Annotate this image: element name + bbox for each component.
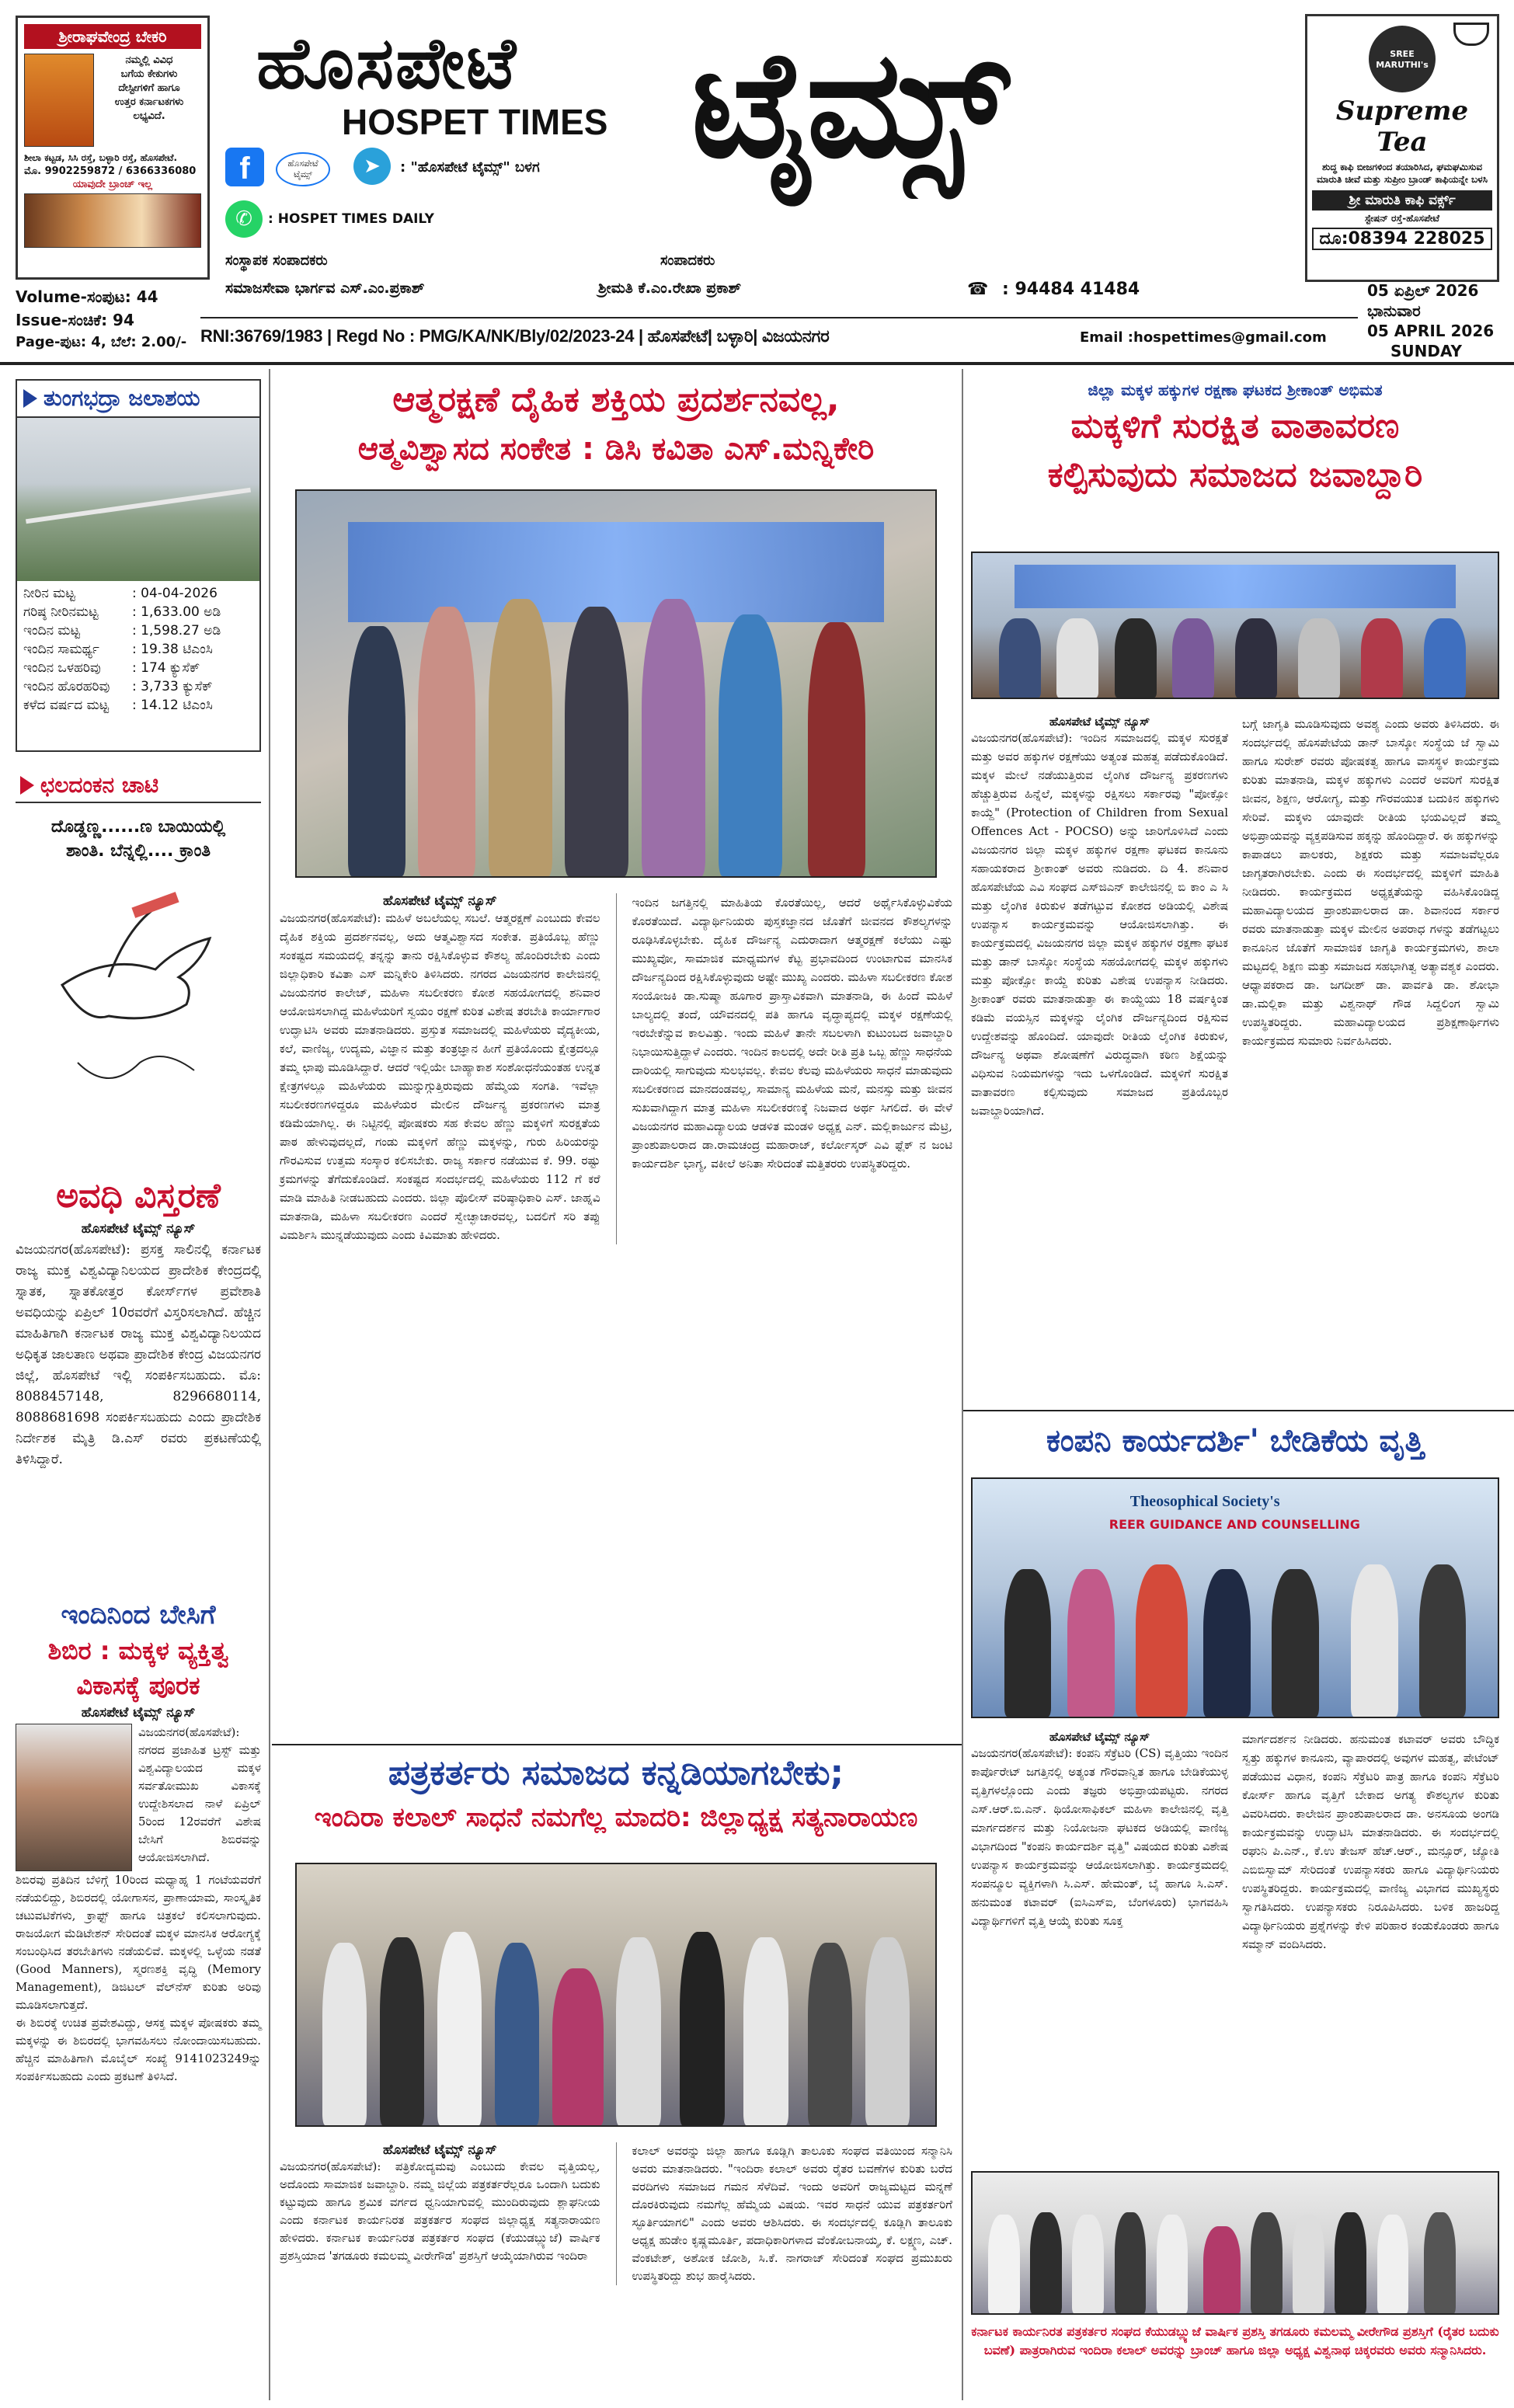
phone-number: : 94484 41484 bbox=[1002, 280, 1140, 299]
issue: Issue-ಸಂಚಿಕೆ: 94 bbox=[16, 311, 134, 329]
company-photo-sub: REER GUIDANCE AND COUNSELLING bbox=[1109, 1516, 1360, 1532]
dam-photo bbox=[17, 418, 259, 581]
company-photo-banner: Theosophical Society's bbox=[1129, 1493, 1280, 1511]
company-photo bbox=[971, 1477, 1499, 1718]
dam-row: ಇಂದಿನ ಮಟ್ಟ : 1,598.27 ಅಡಿ bbox=[23, 623, 221, 639]
journo-headline-2: ಇಂದಿರಾ ಕಲಾಲ್ ಸಾಧನೆ ನಮಗೆಲ್ಲ ಮಾದರಿ: ಜಿಲ್ಲಾಧ್ಯಕ್ಷ ಸತ್ಯನಾರಾಯಣ bbox=[314, 1801, 918, 1833]
whatsapp-label: : HOSPET TIMES DAILY bbox=[268, 211, 434, 227]
bakery-line: ದೇಸ್ಟೀಗಳಿಗೆ ಹಾಗೂ bbox=[118, 82, 180, 94]
bakery-line: ಉತ್ತರ ಕರ್ನಾಟಕಗಳು ಲಭ್ಯವಿದೆ. bbox=[114, 96, 184, 122]
bottom-photo bbox=[971, 2171, 1499, 2315]
date-kannada: 05 ಏಪ್ರಿಲ್ 2026 bbox=[1367, 281, 1479, 300]
article-dc bbox=[280, 380, 952, 1242]
cartoon-title bbox=[16, 769, 261, 803]
tea-cup-icon bbox=[1453, 23, 1489, 46]
journo-col-rule bbox=[616, 2142, 617, 2285]
bakery-ad bbox=[16, 16, 210, 280]
bakery-address: ಶೀಲಾ ಕಟ್ಟಡ, ಸಿಸಿ ರಸ್ತೆ, ಬಳ್ಳಾರಿ ರಸ್ತೆ, ಹೊಸಪೇಟೆ. bbox=[24, 152, 178, 163]
founder-editors-label: ಸಂಸ್ಥಾಪಕ ಸಂಪಾದಕರು bbox=[225, 252, 328, 269]
registration-line: RNI:36769/1983 | Regd No : PMG/KA/NK/Bly/02/2023-24 | ಹೊಸಪೇಟೆ| ಬಳ್ಳಾರಿ| ವಿಜಯನಗರ bbox=[200, 326, 830, 346]
date-english: 05 APRIL 2026 bbox=[1367, 322, 1495, 340]
summer-byline: ಹೊಸಪೇಟೆ ಟೈಮ್ಸ್ ನ್ಯೂಸ್ bbox=[81, 1704, 196, 1721]
founder-editors-names: ಸಮಾಜಸೇವಾ ಭಾರ್ಗವ ಎಸ್.ಎಂ.ಪ್ರಕಾಶ್ bbox=[225, 280, 425, 297]
summer-body-3: ಈ ಶಿಬಿರಕ್ಕೆ ಉಚಿತ ಪ್ರವೇಶವಿದ್ದು, ಆಸಕ್ತ ಮಕ್ಕಳ ಪೋಷಕರು ತಮ್ಮ ಮಕ್ಕಳನ್ನು ಈ ಶಿಬಿರದಲ್ಲಿ ಭಾಗವಹಿಸಲು ನೋಂದಾಯಿಸಬಹುದು. ಹೆಚ್ಚಿನ ಮಾಹಿತಿಗಾಗಿ ಮೊಬೈಲ್ ಸಂಖ್ಯೆ 9141023249ನ್ನು ಸಂಪರ್ಕಿಸಬಹುದು ಎಂದು ಪ್ರಕಟಣೆ ತಿಳಿಸಿದೆ. bbox=[16, 2015, 261, 2083]
tea-brand-top: SREE MARUTHI's bbox=[1376, 49, 1429, 70]
dc-col-2: ಇಂದಿನ ಜಗತ್ತಿನಲ್ಲಿ ಮಾಹಿತಿಯ ಕೊರತೆಯಿಲ್ಲ, ಆದರೆ ಅರ್ಥೈಸಿಕೊಳ್ಳುವಿಕೆಯ ಕೊರತೆಯಿದೆ. ವಿದ್ಯಾರ್ಥಿನಿಯರು ಪುಸ್ತಕಜ್ಞಾನದ ಜೊತೆಗೆ ಜೀವನದ ಕೌಶಲ್ಯಗಳನ್ನು ರೂಢಿಸಿಕೊಳ್ಳಬೇಕು. ದೈಹಿಕ ದೌರ್ಜನ್ಯ ಎದುರಾದಾಗ ಆತ್ಮರಕ್ಷಣೆ ಕಲೆಯು ಎಷ್ಟು ಮುಖ್ಯವೋ, ಸಾಮಾಜಿಕ ಮಾಧ್ಯಮಗಳ ಕೆಟ್ಟ ಪ್ರಭಾವದಿಂದ ಉಂಟಾಗುವ ಮಾನಸಿಕ ದೌರ್ಜನ್ಯದಿಂದ ರಕ್ಷಿಸಿಕೊಳ್ಳುವುದು ಅಷ್ಟೇ ಮುಖ್ಯ ಎಂದರು. ಮಹಿಳಾ ಸಬಲೀಕರಣ ಕೋಶ ಸಂಯೋಜಕಿ ಡಾ.ಸುಷ್ಮಾ ಹೂಗಾರ ಪ್ರಾಸ್ತಾವಿಕವಾಗಿ ಮಾತನಾಡಿ, ಈ ಹಿಂದೆ ಮಹಿಳೆ ಬಾಲ್ಯದಲ್ಲಿ ತಂದೆ, ಯೌವನದಲ್ಲಿ ಪತಿ ಹಾಗೂ ವೃದ್ಧಾಪ್ಯದಲ್ಲಿ ಮಕ್ಕಳ ರಕ್ಷಣೆಯಲ್ಲಿ ಇರಬೇಕೆನ್ನುವ ಕಾಲವಿತ್ತು. ಇಂದು ಮಹಿಳೆ ತಾನೇ ಸಬಲಳಾಗಿ ಕುಟುಂಬದ ಜವಾಬ್ದಾರಿ ನಿಭಾಯಿಸುತ್ತಿದ್ದಾಳೆ ಎಂದರು. ಇಂದಿನ ಕಾಲದಲ್ಲಿ ಅದೇ ರೀತಿ ಪ್ರತಿ ಒಬ್ಬ ಹೆಣ್ಣು ಸಾಧನೆಯ ದಾರಿಯಲ್ಲಿ ಸಾಗುವುದು ಸುಲಭವಲ್ಲ. ಕೇವಲ ಕೆಲವು ಮಹಿಳೆಯರು ಸಾಧನೆ ಮಾಡುವುದು ಸಬಲೀಕರಣದ ಮಾನದಂಡವಲ್ಲ, ಸಾಮಾನ್ಯ ಮಹಿಳೆಯ ಮನೆ, ಮನಸ್ಸು ಮತ್ತು ಜೀವನ ಸುಖವಾಗಿದ್ದಾಗ ಮಾತ್ರ ಮಹಿಳಾ ಸಬಲೀಕರಣಕ್ಕೆ ನಿಜವಾದ ಅರ್ಥ ಸಿಗಲಿದೆ. ಈ ವೇಳೆ ವಿಜಯನಗರ ಮಹಾವಿದ್ಯಾಲಯ ಆಡಳಿತ ಮಂಡಳಿ ಅಧ್ಯಕ್ಷ ಎನ್. ಮಲ್ಲಿಕಾರ್ಜುನ ಮೆಟ್ರಿ, ಪ್ರಾಂಶುಪಾಲರಾದ ಡಾ.ರಾಮಚಂದ್ರ ಮಹಾರಾಜ್, ಕರ್ಲೋಸ್ಕರ್ ಎವಿ ಫ್ಲೆಕ್ ನ ಜಂಟಿ ಕಾರ್ಯದರ್ಶಿ ಭಾಗ್ಯ, ವಕೀಲೆ ಅನಿತಾ ಸೇರಿದಂತೆ ಮತ್ತಿತರರು ಉಪಸ್ಥಿತರಿದ್ದರು. bbox=[632, 896, 952, 1171]
journo-col-1: ವಿಜಯನಗರ(ಹೊಸಪೇಟೆ): ಪತ್ರಿಕೋದ್ಯಮವು ಎಂಬುದು ಕೇವಲ ವೃತ್ತಿಯಲ್ಲ, ಅದೊಂದು ಸಾಮಾಜಿಕ ಜವಾಬ್ದಾರಿ. ನಮ್ಮ ಜಿಲ್ಲೆಯ ಪತ್ರಕರ್ತರೆಲ್ಲರೂ ಒಂದಾಗಿ ಬದುಕು ಕಟ್ಟುವುದು ಹಾಗೂ ಶ್ರಮಿಕ ವರ್ಗದ ಧ್ವನಿಯಾಗುವಲ್ಲಿ ಮುಂದಿರುವುದು ಶ್ಲಾಘನೀಯ ಎಂದು ಕರ್ನಾಟಕ ಕಾರ್ಯನಿರತ ಪತ್ರಕರ್ತರ ಸಂಘದ ಜಿಲ್ಲಾಧ್ಯಕ್ಷ ಸತ್ಯನಾರಾಯಣ ಹೇಳಿದರು. ಕರ್ನಾಟಕ ಕಾರ್ಯನಿರತ ಪತ್ರಕರ್ತರ ಸಂಘದ (ಕೆಯುಡಬ್ಲ್ಯುಜೆ) ವಾರ್ಷಿಕ ಪ್ರಶಸ್ತಿಯಾದ 'ತಗಡೂರು ಕಮಲಮ್ಮ ವೀರೇಗೌಡ' ಪ್ರಶಸ್ತಿಗೆ ಆಯ್ಕೆಯಾಗಿರುವ ಇಂದಿರಾ bbox=[280, 2159, 600, 2263]
deity-image bbox=[24, 54, 94, 147]
title-big: ಟೈಮ್ಸ್ bbox=[691, 19, 1006, 190]
title-kannada: ಹೊಸಪೇಟೆ bbox=[256, 22, 518, 105]
cartoon-text-2: ಶಾಂತಿ. ಬೆನ್ನಲ್ಲಿ.... ಕ್ರಾಂತಿ bbox=[65, 841, 211, 861]
sidebar-rule bbox=[269, 369, 270, 2400]
bottom-caption: ಕರ್ನಾಟಕ ಕಾರ್ಯನಿರತ ಪತ್ರಕರ್ತರ ಸಂಘದ ಕೆಯುಡಬ್ಲ್ಯುಜೆ ವಾರ್ಷಿಕ ಪ್ರಶಸ್ತಿ ತಗಡೂರು ಕಮಲಮ್ಮ ವೀರೇಗೌಡ ಪ್ರಶಸ್ತಿಗೆ (ರೈತರ ಬದುಕು ಬವಣೆ) ಪಾತ್ರರಾಗಿರುವ ಇಂದಿರಾ ಕಲಾಲ್ ಅವರನ್ನು ಬ್ರಾಂಚ್ ಹಾಗೂ ಜಿಲ್ಲಾ ಅಧ್ಯಕ್ಷ ವಿಶ್ವನಾಥ ಚಿಕ್ಕರವರು ಅವರು ಸನ್ಮಾನಿಸಿದರು. bbox=[971, 2324, 1499, 2358]
summer-headline-1: ಇಂದಿನಿಂದ ಬೇಸಿಗೆ bbox=[61, 1599, 216, 1630]
editor-label: ಸಂಪಾದಕರು bbox=[660, 252, 715, 269]
company-byline: ಹೊಸಪೇಟೆ ಟೈಮ್ಸ್ ನ್ಯೂಸ್ bbox=[1049, 1730, 1150, 1744]
journo-photo bbox=[295, 1863, 937, 2127]
children-col-1: ವಿಜಯನಗರ(ಹೊಸಪೇಟೆ): ಇಂದಿನ ಸಮಾಜದಲ್ಲಿ ಮಕ್ಕಳ ಸುರಕ್ಷತೆ ಮತ್ತು ಅವರ ಹಕ್ಕುಗಳ ರಕ್ಷಣೆಯು ಅತ್ಯಂತ ಮಹತ್ವ ಪಡೆದುಕೊಂಡಿದೆ. ಮಕ್ಕಳ ಮೇಲೆ ನಡೆಯುತ್ತಿರುವ ಲೈಂಗಿಕ ದೌರ್ಜನ್ಯ ಪ್ರಕರಣಗಳು ಹೆಚ್ಚುತ್ತಿರುವ ಹಿನ್ನೆಲೆ, ಮಕ್ಕಳನ್ನು ರಕ್ಷಿಸಲು ಸರ್ಕಾರವು "ಪೋಕ್ಸೋ ಕಾಯ್ದೆ" (Protection of Children from Sexual Offences Act - POCSO) ಅನ್ನು ಜಾರಿಗೊಳಿಸಿದೆ ಎಂದು ವಿಜಯನಗರ ಜಿಲ್ಲಾ ಮಕ್ಕಳ ಹಕ್ಕುಗಳ ರಕ್ಷಣಾ ಘಟಕದ ಕಾನೂನು ಸಹಾಯಕರಾದ ಶ್ರೀಕಾಂತ್ ಅವರು ನುಡಿದರು. ದಿ 4. ಶನಿವಾರ ಹೊಸಪೇಟೆಯ ಎವಿ ಸಂಘದ ಎಸ್‌ಜಿಎನ್ ಕಾಲೇಜಿನಲ್ಲಿ ಬಿ ಕಾಂ ಎ ಸಿ ಮತ್ತು ಲೈಂಗಿಕ ಕಿರುಕುಳ ತಡೆಗಟ್ಟುವ ಕೋಶದ ಅಡಿಯಲ್ಲಿ ವಿಶೇಷ ಉಪನ್ಯಾಸ ಕಾರ್ಯಕ್ರಮವನ್ನು ಆಯೋಜಿಸಲಾಗಿತ್ತು. ಈ ಕಾರ್ಯಕ್ರಮದಲ್ಲಿ ವಿಜಯನಗರ ಜಿಲ್ಲಾ ಮಕ್ಕಳ ಹಕ್ಕುಗಳ ರಕ್ಷಣಾ ಘಟಕ ಮತ್ತು ಡಾನ್ ಬಾಸ್ಕೋ ಸಂಸ್ಥೆಯ ಸಹಯೋಗದಲ್ಲಿ ಮಕ್ಕಳ ಹಕ್ಕುಗಳು ಮತ್ತು ಪೋಕ್ಸೋ ಕಾಯ್ದೆ ಕುರಿತು ವಿಶೇಷ ಉಪನ್ಯಾಸ ನೀಡಿದರು. ಶ್ರೀಕಾಂತ್ ರವರು ಮಾತನಾಡುತ್ತಾ ಈ ಕಾಯ್ದೆಯು 18 ವರ್ಷಕ್ಕಿಂತ ಕಡಿಮೆ ವಯಸ್ಸಿನ ಮಕ್ಕಳನ್ನು ಲೈಂಗಿಕ ದೌರ್ಜನ್ಯದಿಂದ ರಕ್ಷಿಸುವ ಉದ್ದೇಶವನ್ನು ಹೊಂದಿದೆ. ಯಾವುದೇ ರೀತಿಯ ಲೈಂಗಿಕ ಕಿರುಕುಳ, ದೌರ್ಜನ್ಯ ಅಥವಾ ಶೋಷಣೆಗೆ ವಿರುದ್ಧವಾಗಿ ಕಠಿಣ ಶಿಕ್ಷೆಯನ್ನು ವಿಧಿಸುವ ನಿಯಮಗಳನ್ನು ಇದು ಒಳಗೊಂಡಿದೆ. ಮಕ್ಕಳಿಗೆ ಸುರಕ್ಷಿತ ವಾತಾವರಣ ಕಲ್ಪಿಸುವುದು ಸಮಾಜದ ಪ್ರತಿಯೊಬ್ಬರ ಜವಾಬ್ದಾರಿಯಾಗಿದೆ. bbox=[971, 731, 1228, 1118]
tea-desc: ಶುದ್ಧ ಕಾಫಿ ಬೀಜಗಳಿಂದ ತಯಾರಿಸಿದ, ಘಮಘಮಿಸುವ ಮಾರುತಿ ಚೀವೆ ಮತ್ತು ಸುಪ್ರೀಂ ಬ್ರಾಂಡ್ ಕಾಫಿಯನ್ನೇ ಬಳಸಿ bbox=[1317, 162, 1488, 185]
tea-logo bbox=[1369, 26, 1436, 92]
pages: Page-ಪುಟ: 4, ಬೆಲೆ: 2.00/- bbox=[16, 334, 187, 350]
dam-title bbox=[17, 381, 259, 418]
right-divider bbox=[963, 1410, 1514, 1411]
day-kannada: ಭಾನುವಾರ bbox=[1367, 301, 1421, 320]
bakery-ad-title: ಶ್ರೀರಾಘವೇಂದ್ರ ಬೇಕರಿ bbox=[24, 24, 201, 49]
dam-row: ಇಂದಿನ ಒಳಹರಿವು : 174 ಕ್ಯುಸೆಕ್ bbox=[23, 660, 200, 676]
editor-name: ಶ್ರೀಮತಿ ಕೆ.ಎಂ.ರೇಖಾ ಪ್ರಕಾಶ್ bbox=[598, 280, 742, 297]
telegram-icon[interactable]: ➤ bbox=[353, 148, 391, 185]
dam-box bbox=[16, 379, 261, 752]
cartoon-title-text: ಛಲದಂಕನ ಚಾಟಿ bbox=[40, 772, 159, 798]
masthead bbox=[0, 0, 1514, 369]
telegram-label: : "ಹೊಸಪೇಟೆ ಟೈಮ್ಸ್" ಬಳಗ bbox=[400, 159, 540, 176]
dam-row: ನೀರಿನ ಮಟ್ಟ : 04-04-2026 bbox=[23, 586, 218, 601]
dc-photo bbox=[295, 489, 937, 878]
facebook-label: ಹೊಸಪೇಟೆ ಟೈಮ್ಸ್ bbox=[276, 152, 330, 186]
journo-byline: ಹೊಸಪೇಟೆ ಟೈಮ್ಸ್ ನ್ಯೂಸ್ bbox=[382, 2142, 497, 2158]
center-rule bbox=[962, 369, 963, 2400]
email[interactable]: Email :hospettimes@gmail.com bbox=[1080, 329, 1327, 346]
avadhi-body: ವಿಜಯನಗರ(ಹೊಸಪೇಟೆ): ಪ್ರಸಕ್ತ ಸಾಲಿನಲ್ಲಿ ಕರ್ನಾಟಕ ರಾಜ್ಯ ಮುಕ್ತ ವಿಶ್ವವಿದ್ಯಾನಿಲಯದ ಪ್ರಾದೇಶಿಕ ಕೇಂದ್ರದಲ್ಲಿ ಸ್ನಾತಕ, ಸ್ನಾತಕೋತ್ತರ ಕೋರ್ಸ್‌ಗಳ ಪ್ರವೇಶಾತಿ ಅವಧಿಯನ್ನು ಏಪ್ರಿಲ್ 10ರವರೆಗೆ ವಿಸ್ತರಿಸಲಾಗಿದೆ. ಹೆಚ್ಚಿನ ಮಾಹಿತಿಗಾಗಿ ಕರ್ನಾಟಕ ರಾಜ್ಯ ಮುಕ್ತ ವಿಶ್ವವಿದ್ಯಾನಿಲಯದ ಅಧಿಕೃತ ಜಾಲತಾಣ ಅಥವಾ ಪ್ರಾದೇಶಿಕ ಕೇಂದ್ರ ವಿಜಯನಗರ ಜಿಲ್ಲೆ, ಹೊಸಪೇಟೆ ಇಲ್ಲಿ ಸಂಪರ್ಕಿಸಬಹುದು. ಮೊ: 8088457148, 8296680114, 8088681698 ಸಂಪರ್ಕಿಸಬಹುದು ಎಂದು ಪ್ರಾದೇಶಿಕ ನಿರ್ದೇಶಕ ಮೈತ್ರಿ ಡಿ.ಎಸ್ ರವರು ಪ್ರಕಟಣೆಯಲ್ಲಿ ತಿಳಿಸಿದ್ದಾರೆ. bbox=[16, 1241, 261, 1467]
bakery-phone: ಮೊ. 9902259872 / 6366336080 bbox=[24, 165, 197, 177]
bakery-tagline: ಯಾವುದೇ ಬ್ರಾಂಚ್ ಇಲ್ಲ bbox=[72, 179, 153, 190]
children-headline-1: ಮಕ್ಕಳಿಗೆ ಸುರಕ್ಷಿತ ವಾತಾವರಣ bbox=[1070, 406, 1400, 446]
company-col-2: ಮಾರ್ಗದರ್ಶನ ನೀಡಿದರು. ಹನುಮಂತ ಕಟಾವರ್ ಅವರು ಬೌದ್ಧಿಕ ಸ್ವತ್ತು ಹಕ್ಕುಗಳ ಕಾನೂನು, ವ್ಯಾಪಾರದಲ್ಲಿ ಅವುಗಳ ಮಹತ್ವ, ಪೇಟೆಂಟ್ ಪಡೆಯುವ ವಿಧಾನ, ಕಂಪನಿ ಸೆಕ್ರೆಟರಿ ಪಾತ್ರ ಹಾಗೂ ಕಂಪನಿ ಸೆಕ್ರೆಟರಿ ಕೋರ್ಸ್ ಹಾಗೂ ವೃತ್ತಿಗೆ ಬೇಕಾದ ಅಗತ್ಯ ಕೌಶಲ್ಯಗಳ ಕುರಿತು ವಿವರಿಸಿದರು. ಕಾಲೇಜಿನ ಪ್ರಾಂಶುಪಾಲರಾದ ಡಾ. ಅನಸೂಯ ಅಂಗಡಿ ಕಾರ್ಯಕ್ರಮವನ್ನು ಉದ್ಘಾಟಿಸಿ ಮಾತನಾಡಿದರು. ಈ ಸಂದರ್ಭದಲ್ಲಿ ರಘುನಿ ಪಿ.ಎನ್., ಕೆ.ಉ ತೇಜಸ್ ಹೆಚ್.ಆರ್., ಮನ್ಸೂರ್, ಜ್ಯೋತಿ ಎಬಿಬಿಸ್ವಾಮ್ ಸೇರಿದಂತೆ ಉಪನ್ಯಾಸಕರು ಹಾಗೂ ವಿದ್ಯಾರ್ಥಿನಿಯರು ಉಪಸ್ಥಿತರಿದ್ದರು. ಕಾರ್ಯಕ್ರಮದಲ್ಲಿ ವಾಣಿಜ್ಯ ವಿಭಾಗದ ಮುಖ್ಯಸ್ಥರು ಸ್ವಾಗತಿಸಿದರು. ಉಪನ್ಯಾಸಕರು ನಿರೂಪಿಸಿದರು. ಬಳಿಕ ಹಾಜರಿದ್ದ ವಿದ್ಯಾರ್ಥಿನಿಯರು ಪ್ರಶ್ನೆಗಳನ್ನು ಕೇಳಿ ಪರಿಹಾರ ಕಂಡುಕೊಂಡರು ಹಾಗೂ ಸಮ್ಮಾನ್ ವಂದಿಸಿದರು. bbox=[1242, 1732, 1499, 1951]
journo-headline-1: ಪತ್ರಕರ್ತರು ಸಮಾಜದ ಕನ್ನಡಿಯಾಗಬೇಕು; bbox=[388, 1753, 844, 1793]
dam-row: ಇಂದಿನ ಸಾಮರ್ಥ್ಯ : 19.38 ಟಿಎಂಸಿ bbox=[23, 642, 213, 657]
phone-icon: ☎ bbox=[967, 280, 989, 299]
dam-row: ಕಳೆದ ವರ್ಷದ ಮಟ್ಟ : 14.12 ಟಿಎಂಸಿ bbox=[23, 698, 213, 713]
tea-phone: ದೂ:08394 228025 bbox=[1312, 228, 1492, 250]
day-english: SUNDAY bbox=[1390, 342, 1463, 360]
bakery-line: ಬಗೆಯ ಕೇಕುಗಳು bbox=[120, 68, 178, 80]
children-photo bbox=[971, 552, 1499, 699]
summer-headline-2: ಶಿಬಿರ : ಮಕ್ಕಳ ವ್ಯಕ್ತಿತ್ವ bbox=[47, 1636, 229, 1666]
article-summer bbox=[16, 1600, 261, 2086]
masthead-rule bbox=[0, 362, 1514, 365]
avadhi-byline: ಹೊಸಪೇಟೆ ಟೈಮ್ಸ್ ನ್ಯೂಸ್ bbox=[81, 1220, 196, 1237]
summer-headline-3: ವಿಕಾಸಕ್ಕೆ ಪೂರಕ bbox=[76, 1670, 200, 1700]
dc-byline: ಹೊಸಪೇಟೆ ಟೈಮ್ಸ್ ನ್ಯೂಸ್ bbox=[382, 893, 497, 909]
summer-body-2: ಶಿಬಿರವು ಪ್ರತಿದಿನ ಬೆಳಿಗ್ಗೆ 10ರಿಂದ ಮಧ್ಯಾಹ್ನ 1 ಗಂಟೆಯವರೆಗೆ ನಡೆಯಲಿದ್ದು, ಶಿಬಿರದಲ್ಲಿ ಯೋಗಾಸನ, ಪ್ರಾಣಾಯಾಮ, ಸಾಂಸ್ಕೃತಿಕ ಚಟುವಟಿಕೆಗಳು, ಕ್ರಾಫ್ಟ್ ಹಾಗೂ ಚಿತ್ರಕಲೆ ಕಲಿಸಲಾಗುವುದು. ರಾಜಯೋಗ ಮೆಡಿಟೇಶನ್ ಸೇರಿದಂತೆ ಮಕ್ಕಳ ಮಾನಸಿಕ ಆರೋಗ್ಯಕ್ಕೆ ಸಂಬಂಧಿಸಿದ ತರಬೇತಿಗಳು ನಡೆಯಲಿವೆ. ಮಕ್ಕಳಲ್ಲಿ ಒಳ್ಳೆಯ ನಡತೆ (Good Manners), ಸ್ಮರಣಶಕ್ತಿ ವೃದ್ಧಿ (Memory Management), ಡಿಜಿಟಲ್ ವೆಲ್‌ನೆಸ್ ಕುರಿತು ಅರಿವು ಮೂಡಿಸಲಾಗುತ್ತದೆ. bbox=[16, 1872, 261, 2012]
dam-row: ಗರಿಷ್ಠ ನೀರಿನಮಟ್ಟ : 1,633.00 ಅಡಿ bbox=[23, 604, 221, 620]
article-children bbox=[971, 381, 1499, 1118]
summer-portrait bbox=[16, 1724, 132, 1871]
bakery-line: ನಮ್ಮಲ್ಲಿ ವಿವಿಧ bbox=[125, 54, 173, 66]
tea-ad bbox=[1305, 14, 1499, 282]
volume: Volume-ಸಂಪುಟ: 44 bbox=[16, 287, 158, 306]
dove-drawing bbox=[16, 868, 249, 1125]
dc-col-1: ವಿಜಯನಗರ(ಹೊಸಪೇಟೆ): ಮಹಿಳೆ ಅಬಲೆಯಲ್ಲ ಸಬಲೆ. ಆತ್ಮರಕ್ಷಣೆ ಎಂಬುದು ಕೇವಲ ದೈಹಿಕ ಶಕ್ತಿಯ ಪ್ರದರ್ಶನವಲ್ಲ, ಅದು ಆತ್ಮವಿಶ್ವಾಸದ ಸಂಕೇತ. ಪ್ರತಿಯೊಬ್ಬ ಹೆಣ್ಣು ಸಂಕಷ್ಟದ ಸಮಯದಲ್ಲಿ ತನ್ನನ್ನು ತಾನು ರಕ್ಷಿಸಿಕೊಳ್ಳುವ ಕೌಶಲ್ಯ ಹೊಂದಿರಬೇಕು ಎಂದು ಜಿಲ್ಲಾಧಿಕಾರಿ ಕವಿತಾ ಎಸ್ ಮನ್ನಿಕೇರಿ ತಿಳಿಸಿದರು. ನಗರದ ವಿಜಯನಗರ ಕಾಲೇಜಿನಲ್ಲಿ ವಿಜಯನಗರ ಕಾಲೇಜ್, ಮಹಿಳಾ ಸಬಲೀಕರಣ ಕೋಶ ಸಹಯೋಗದಲ್ಲಿ ಶನಿವಾರ ಆಯೋಜಿಸಲಾಗಿದ್ದ ಮಹಿಳೆಯರಿಗೆ ಸ್ವಯಂ ರಕ್ಷಣೆ ಕುರಿತ ವಿಶೇಷ ತರಬೇತಿ ಕಾರ್ಯಾಗಾರ ಉದ್ಘಾಟಿಸಿ ಅವರು ಮಾತನಾಡಿದರು. ಪ್ರಸ್ತುತ ಸಮಾಜದಲ್ಲಿ ಮಹಿಳೆಯರು ವೈದ್ಯಕೀಯ, ಕಲೆ, ವಾಣಿಜ್ಯ, ಉದ್ಯಮ, ವಿಜ್ಞಾನ ಮತ್ತು ತಂತ್ರಜ್ಞಾನ ಹೀಗೆ ಪ್ರತಿಯೊಂದು ಕ್ಷೇತ್ರದಲ್ಲೂ ತಮ್ಮ ಛಾಪು ಮೂಡಿಸಿದ್ದಾರೆ. ಆದರೆ ಇಲ್ಲಿಯೇ ಬಾಹ್ಯಾಕಾಶ ಸಂಶೋಧನೆಯಂತಹ ಉನ್ನತ ಕ್ಷೇತ್ರಗಳಲ್ಲೂ ಮಹಿಳೆಯರು ಮುನ್ನುಗ್ಗುತ್ತಿರುವುದು ಹೆಮ್ಮೆಯ ಸಂಗತಿ. ಇವೆಲ್ಲಾ ಸಬಲೀಕರಣಗಳಿದ್ದರೂ ಮಹಿಳೆಯರ ಮೇಲಿನ ದೌರ್ಜನ್ಯ ಪ್ರಕರಣಗಳು ಮಾತ್ರ ಕಡಿಮೆಯಾಗಿಲ್ಲ. ಈ ನಿಟ್ಟಿನಲ್ಲಿ ಪೋಷಕರು ಸಹ ಕೇವಲ ಹೆಣ್ಣು ಮಕ್ಕಳಿಗೆ ಸುರಕ್ಷತೆಯ ಪಾಠ ಹೇಳುವುದಲ್ಲದೆ, ಗಂಡು ಮಕ್ಕಳಿಗೆ ಹೆಣ್ಣು ಮಕ್ಕಳನ್ನು, ಗುರು ಹಿರಿಯರನ್ನು ಗೌರವಿಸುವ ಉತ್ತಮ ಸಂಸ್ಕಾರ ಕಲಿಸಬೇಕು. ರಾಜ್ಯ ಸರ್ಕಾರ ನಡೆಯುವ ಕೆ. 99. ರಷ್ಟು ಕ್ರಮಗಳನ್ನು ತೆಗೆದುಕೊಂಡಿದೆ. ಸಂಕಷ್ಟದ ಸಂದರ್ಭದಲ್ಲಿ ಮಹಿಳೆಯರು 112 ಗೆ ಕರೆ ಮಾಡಿ ಮಾಹಿತಿ ನೀಡಬಹುದು ಎಂದರು. ಜಿಲ್ಲಾ ಪೊಲೀಸ್ ವರಿಷ್ಠಾಧಿಕಾರಿ ಎಸ್. ಜಾಹ್ನವಿ ಮಾತನಾಡಿ, ಮಹಿಳಾ ಸಬಲೀಕರಣ ಎಂದರೆ ಸ್ವೇಚ್ಛಾಚಾರವಲ್ಲ, ಬದಲಿಗೆ ಸರಿ ತಪ್ಪು ವಿಮರ್ಶಿಸಿ ಮುನ್ನಡೆಯುವುದು ಎಂದು ಕಿವಿಮಾತು ಹೇಳಿದರು. bbox=[280, 911, 600, 1242]
children-headline-2: ಕಲ್ಪಿಸುವುದು ಸಮಾಜದ ಜವಾಬ್ದಾರಿ bbox=[1047, 454, 1423, 495]
masthead-rule-top bbox=[200, 317, 1358, 318]
journo-col-2: ಕಲಾಲ್ ಅವರನ್ನು ಜಿಲ್ಲಾ ಹಾಗೂ ಕೂಡ್ಲಿಗಿ ತಾಲೂಕು ಸಂಘದ ವತಿಯಿಂದ ಸನ್ಮಾನಿಸಿ ಅವರು ಮಾತನಾಡಿದರು. "ಇಂದಿರಾ ಕಲಾಲ್ ಅವರು ರೈತರ ಬವಣೆಗಳ ಕುರಿತು ಬರೆದ ವರದಿಗಳು ಸಮಾಜದ ಗಮನ ಸೆಳೆದಿವೆ. ಇಂದು ಅವರಿಗೆ ರಾಜ್ಯಮಟ್ಟದ ಮನ್ನಣೆ ದೊರಕಿರುವುದು ನಮಗೆಲ್ಲ ಹೆಮ್ಮೆಯ ವಿಷಯ. ಇವರ ಸಾಧನೆ ಯುವ ಪತ್ರಕರ್ತರಿಗೆ ಸ್ಫೂರ್ತಿಯಾಗಲಿ" ಎಂದು ಅವರು ಆಶಿಸಿದರು. ಈ ಸಂದರ್ಭದಲ್ಲಿ ಕೂಡ್ಲಿಗಿ ತಾಲೂಕು ಅಧ್ಯಕ್ಷ ಹುಡೇಂ ಕೃಷ್ಣಮೂರ್ತಿ, ಪದಾಧಿಕಾರಿಗಳಾದ ವೆಂಕೋಬನಾಯ್ಕ, ಕೆ. ಲಕ್ಷ್ಮಣ, ಎಚ್. ವೆಂಕಟೇಶ್, ಅಶೋಕ ಜೋಶಿ, ಸಿ.ಕೆ. ನಾಗರಾಜ್ ಸೇರಿದಂತೆ ಸಂಘದ ಪ್ರಮುಖರು ಉಪಸ್ಥಿತರಿದ್ದು ಶುಭ ಹಾರೈಸಿದರು. bbox=[632, 2144, 952, 2283]
cake-image bbox=[24, 193, 201, 248]
title-english: HOSPET TIMES bbox=[342, 102, 608, 142]
tea-works: ಶ್ರೀ ಮಾರುತಿ ಕಾಫಿ ವರ್ಕ್ಸ್ bbox=[1312, 190, 1492, 211]
dc-headline-2: ಆತ್ಮವಿಶ್ವಾಸದ ಸಂಕೇತ : ಡಿಸಿ ಕವಿತಾ ಎಸ್.ಮನ್ನಿಕೇರಿ bbox=[357, 430, 875, 467]
facebook-icon[interactable]: f bbox=[225, 148, 264, 186]
cartoon-box bbox=[16, 769, 261, 1165]
article-avadhi bbox=[16, 1177, 261, 1470]
dc-col-rule bbox=[616, 893, 617, 1244]
avadhi-headline: ಅವಧಿ ವಿಸ್ತರಣೆ bbox=[56, 1176, 221, 1216]
children-byline: ಹೊಸಪೇಟೆ ಟೈಮ್ಸ್ ನ್ಯೂಸ್ bbox=[1049, 715, 1150, 729]
summer-body-1: ವಿಜಯನಗರ(ಹೊಸಪೇಟೆ): ನಗರದ ಪ್ರಜಾಹಿತ ಟ್ರಸ್ಟ್ ಮತ್ತು ವಿಶ್ವವಿದ್ಯಾಲಯದ ಮಕ್ಕಳ ಸರ್ವತೋಮುಖ ವಿಕಾಸಕ್ಕೆ ಉದ್ದೇಶಿಸಲಾದ ನಾಳೆ ಏಪ್ರಿಲ್ 5ರಿಂದ 12ರವರೆಗೆ ವಿಶೇಷ ಬೇಸಿಗೆ ಶಿಬಿರವನ್ನು ಆಯೋಜಿಸಲಾಗಿದೆ. bbox=[138, 1724, 261, 1864]
tea-brand: Supreme Tea bbox=[1335, 96, 1469, 158]
dc-headline-1: ಆತ್ಮರಕ್ಷಣೆ ದೈಹಿಕ ಶಕ್ತಿಯ ಪ್ರದರ್ಶನವಲ್ಲ, bbox=[392, 380, 840, 419]
company-col-1: ವಿಜಯನಗರ(ಹೊಸಪೇಟೆ): ಕಂಪನಿ ಸೆಕ್ರೆಟರಿ (CS) ವೃತ್ತಿಯು ಇಂದಿನ ಕಾರ್ಪೊರೇಟ್ ಜಗತ್ತಿನಲ್ಲಿ ಅತ್ಯಂತ ಗೌರವಾನ್ವಿತ ಹಾಗೂ ಬೇಡಿಕೆಯುಳ್ಳ ವೃತ್ತಿಗಳಲ್ಲೊಂದು ಎಂದು ತಜ್ಞರು ಅಭಿಪ್ರಾಯಪಟ್ಟರು. ನಗರದ ಎಸ್.ಆರ್.ಬಿ.ಎನ್. ಥಿಯೋಸಾಫಿಕಲ್ ಮಹಿಳಾ ಕಾಲೇಜಿನಲ್ಲಿ ವೃತ್ತಿ ಮಾರ್ಗದರ್ಶನ ಮತ್ತು ನಿಯೋಜನಾ ಘಟಕದ ಅಡಿಯಲ್ಲಿ ವಾಣಿಜ್ಯ ವಿಭಾಗದಿಂದ "ಕಂಪನಿ ಕಾರ್ಯದರ್ಶಿ ವೃತ್ತಿ" ವಿಷಯದ ಕುರಿತು ವಿಶೇಷ ಉಪನ್ಯಾಸ ಕಾರ್ಯಕ್ರಮವನ್ನು ಆಯೋಜಿಸಲಾಗಿತ್ತು. ಕಾರ್ಯಕ್ರಮದಲ್ಲಿ ಸಂಪನ್ಮೂಲ ವ್ಯಕ್ತಿಗಳಾಗಿ ಸಿ.ಎಸ್. ಹೇಮಂತ್, ಬೈ ಹಾಗೂ ಸಿ.ಎಸ್. ಹನುಮಂತ ಕಟಾವರ್ (ಐಸಿಎಸ್ಐ, ಬೆಂಗಳೂರು) ಭಾಗವಹಿಸಿ ವಿದ್ಯಾರ್ಥಿಗಳಿಗೆ ವೃತ್ತಿ ಆಯ್ಕೆ ಕುರಿತು ಸೂಕ್ತ bbox=[971, 1746, 1228, 1928]
whatsapp-icon[interactable]: ✆ bbox=[225, 200, 263, 238]
article-journo bbox=[280, 1753, 952, 2283]
dam-row: ಇಂದಿನ ಹೊರಹರಿವು : 3,733 ಕ್ಯುಸೆಕ್ bbox=[23, 679, 213, 694]
company-headline: ಕಂಪನಿ ಕಾರ್ಯದರ್ಶಿ' ಬೇಡಿಕೆಯ ವೃತ್ತಿ bbox=[1046, 1423, 1425, 1459]
center-divider bbox=[272, 1744, 962, 1745]
children-col-2: ಬಗ್ಗೆ ಜಾಗೃತಿ ಮೂಡಿಸುವುದು ಅವಶ್ಯ ಎಂದು ಅವರು ತಿಳಿಸಿದರು. ಈ ಸಂದರ್ಭದಲ್ಲಿ ಹೊಸಪೇಟೆಯ ಡಾನ್ ಬಾಸ್ಕೋ ಸಂಸ್ಥೆಯ ಜೆ ಸ್ವಾಮಿ ಹಾಗೂ ಸುರೇಶ್ ರವರು ಪೋಷಕತ್ವ ಹಾಗೂ ವಾಸಸ್ಥಳ ಕಾರ್ಯಕ್ರಮ ಕುರಿತು ಮಾತನಾಡಿ, ಮಕ್ಕಳ ಹಕ್ಕುಗಳು ಎಂದರೆ ಅವರಿಗೆ ಸುರಕ್ಷಿತ ಜೀವನ, ಶಿಕ್ಷಣ, ಆರೋಗ್ಯ, ಮತ್ತು ಗೌರವಯುತ ಬದುಕಿನ ಹಕ್ಕುಗಳು ಸೇರಿವೆ. ಮಕ್ಕಳು ಯಾವುದೇ ರೀತಿಯ ಭಯವಿಲ್ಲದೆ ತಮ್ಮ ಅಭಿಪ್ರಾಯವನ್ನು ವ್ಯಕ್ತಪಡಿಸುವ ಹಕ್ಕನ್ನು ಹೊಂದಿದ್ದಾರೆ. ಈ ಹಕ್ಕುಗಳನ್ನು ಕಾಪಾಡಲು ಪಾಲಕರು, ಶಿಕ್ಷಕರು ಮತ್ತು ಸಮಾಜವೆಲ್ಲರೂ ಜಾಗೃತರಾಗಿರಬೇಕು. ಎಂದು ಈ ಸಂದರ್ಭದಲ್ಲಿ ಮಕ್ಕಳಿಗೆ ಮಾಹಿತಿ ನೀಡಿದರು. ಕಾರ್ಯಕ್ರಮದ ಅಧ್ಯಕ್ಷತೆಯನ್ನು ವಹಿಸಿಕೊಂಡಿದ್ದ ಮಹಾವಿದ್ಯಾಲಯದ ಪ್ರಾಂಶುಪಾಲರಾದ ಡಾ. ಶಿವಾನಂದ ಸರ್ಕಾರ ರವರು ಮಾತನಾಡುತ್ತಾ ಮಕ್ಕಳ ಮೇಲಿನ ಅಪರಾಧ ಗಳನ್ನು ತಡೆಗಟ್ಟಲು ಕಾನೂನಿನ ಜೊತೆಗೆ ಸಾಮಾಜಿಕ ಜಾಗೃತಿ ಕಾರ್ಯಕ್ರಮಗಳು, ಶಾಲಾ ಮಟ್ಟದಲ್ಲಿ ಶಿಕ್ಷಣ ಮತ್ತು ಸಮಾಜದ ಸಹಭಾಗಿತ್ವ ಅತ್ಯಾವಶ್ಯಕ ಎಂದರು. ಆಧ್ಯಾಪಕರಾದ ಡಾ. ಜಗದೀಶ್ ಡಾ. ಪಾರ್ವತಿ ಡಾ. ಶೋಭಾ ಡಾ.ಮಲ್ಲಿಕಾ ಮತ್ತು ವಿಶ್ವನಾಥ್ ಗೌಡ ಸಿದ್ದಲಿಂಗ ಸ್ವಾಮಿ ಉಪಸ್ಥಿತರಿದ್ದರು. ಮಹಾವಿದ್ಯಾಲಯದ ಪ್ರಶಿಕ್ಷಣಾರ್ಥಿಗಳು ಕಾರ್ಯಕ್ರಮದ ಸುಮಾರು ನಿರ್ವಹಿಸಿದರು. bbox=[1242, 717, 1499, 1048]
arrow-right-icon bbox=[20, 776, 34, 795]
cartoon-text-1: ದೊಡ್ಡಣ್ಣ......ಣ ಬಾಯಿಯಲ್ಲಿ bbox=[50, 817, 226, 837]
arrow-right-icon bbox=[23, 389, 37, 408]
tea-address: ಸ್ಟೇಷನ್ ರಸ್ತೆ-ಹೊಸಪೇಟೆ bbox=[1364, 213, 1440, 224]
article-company bbox=[971, 1423, 1499, 1951]
children-kicker: ಜಿಲ್ಲಾ ಮಕ್ಕಳ ಹಕ್ಕುಗಳ ರಕ್ಷಣಾ ಘಟಕದ ಶ್ರೀಕಾಂತ್ ಅಭಿಮತ bbox=[1088, 381, 1383, 399]
dam-title-text: ತುಂಗಭದ್ರಾ ಜಲಾಶಯ bbox=[44, 385, 200, 411]
